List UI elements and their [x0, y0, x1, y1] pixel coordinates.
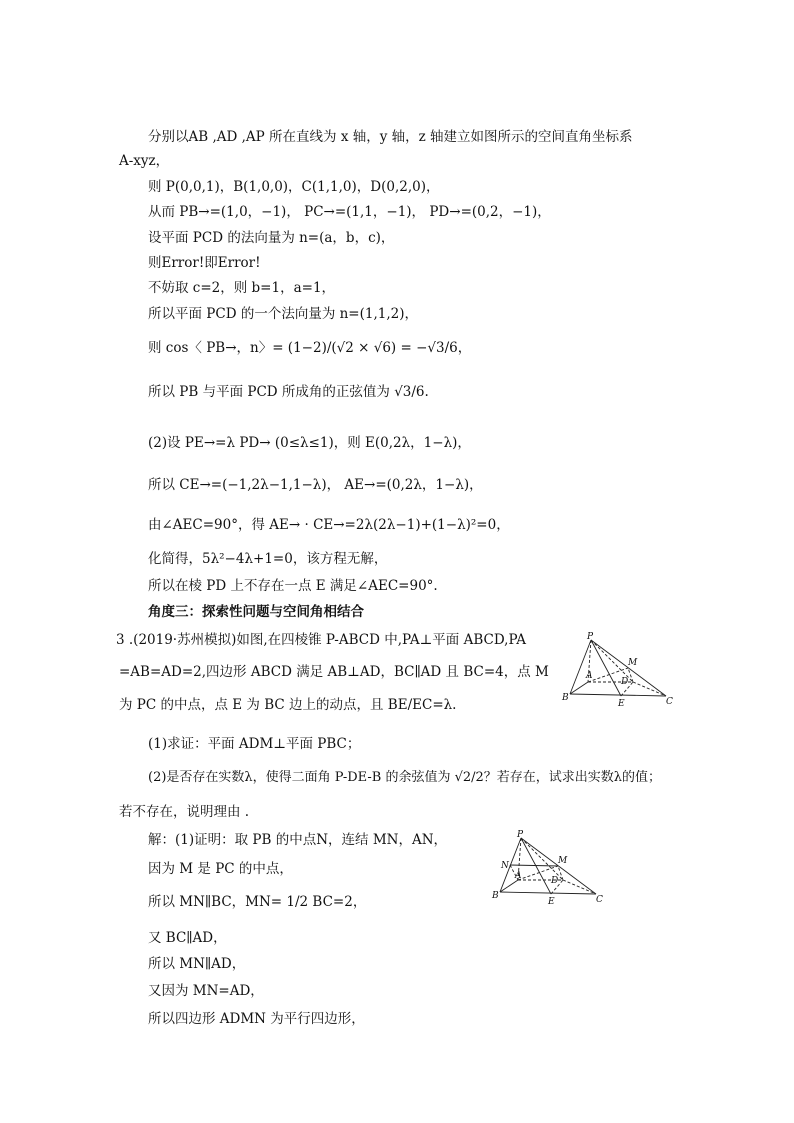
text-line: 分别以AB ,AD ,AP 所在直线为 x 轴，y 轴，z 轴建立如图所示的空间直角坐标系: [148, 129, 633, 145]
text-line: 所以平面 PCD 的一个法向量为 n=(1,1,2)，: [148, 306, 418, 322]
problem-line: =AB=AD=2,四边形 ABCD 满足 AB⊥AD，BC∥AD 且 BC=4，点 M: [119, 664, 549, 680]
solution-line: 所以 MN∥BC，MN= 1/2 BC=2，: [148, 894, 367, 910]
solution-line: 所以 MN∥AD，: [148, 956, 246, 972]
text-line: 从而 PB→=(1,0，−1)， PC→=(1,1，−1)， PD→=(0,2，−1)，: [148, 204, 551, 220]
problem-part: (2)是否存在实数λ，使得二面角 P-DE-B 的余弦值为 √2/2？若存在，试求出实数λ的值；: [148, 770, 662, 785]
label-b: B: [492, 891, 499, 901]
edge-bc: [570, 694, 666, 696]
text-line: 化简得，5λ²−4λ+1=0，该方程无解，: [148, 551, 388, 567]
section-heading: 角度三：探索性问题与空间角相结合: [148, 604, 364, 620]
edge-pb: [570, 640, 591, 694]
problem-part: (1)求证：平面 ADM⊥平面 PBC；: [148, 736, 361, 752]
label-b: B: [562, 693, 569, 703]
pyramid-figure: [558, 630, 678, 710]
solution-line: 所以四边形 ADMN 为平行四边形，: [148, 1011, 365, 1027]
label-m: M: [558, 856, 568, 866]
label-p: P: [587, 632, 594, 642]
problem-line: 为 PC 的中点，点 E 为 BC 边上的动点，且 BE/EC=λ.: [119, 697, 457, 713]
label-d: D: [621, 677, 629, 687]
text-line: 所以 PB 与平面 PCD 所成角的正弦值为 √3/6.: [148, 384, 429, 400]
label-c: C: [596, 895, 603, 905]
label-e: E: [548, 897, 555, 907]
solution-line: 又因为 MN=AD，: [148, 983, 264, 999]
label-d: D: [551, 876, 559, 886]
problem-part: 若不存在，说明理由 .: [119, 804, 250, 820]
label-n: N: [501, 861, 509, 871]
text-line: 所以在棱 PD 上不存在一点 E 满足∠AEC=90°.: [148, 578, 438, 594]
problem-line: 3 .(2019·苏州模拟)如图,在四棱锥 P-ABCD 中,PA⊥平面 ABCD,PA: [116, 632, 527, 648]
text-line: 由∠AEC=90°，得 AE→ · CE→=2λ(2λ−1)+(1−λ)²=0，: [148, 517, 510, 533]
segment-nm: [510, 865, 558, 866]
label-e: E: [618, 699, 625, 709]
edge-pd: [521, 838, 563, 880]
text-line: 则Error!即Error!: [148, 255, 261, 271]
edge-pe: [591, 640, 621, 696]
solution-line: 解：(1)证明：取 PB 的中点N，连结 MN，AN，: [148, 832, 448, 848]
text-line: 设平面 PCD 的法向量为 n=(a，b，c)，: [148, 230, 395, 246]
pyramid-figure-with-n: [488, 828, 608, 908]
edge-pd: [591, 640, 633, 682]
text-line: 则 P(0,0,1)，B(1,0,0)，C(1,1,0)，D(0,2,0)，: [148, 179, 440, 195]
text-line: (2)设 PE→=λ PD→ (0≤λ≤1)，则 E(0,2λ，1−λ)，: [148, 435, 471, 451]
text-line: A-xyz，: [119, 153, 170, 169]
label-a: A: [515, 871, 522, 881]
solution-line: 又 BC∥AD，: [148, 930, 227, 946]
label-a: A: [586, 671, 593, 681]
label-c: C: [666, 697, 673, 707]
text-line: 所以 CE→=(−1,2λ−1,1−λ)， AE→=(0,2λ，1−λ)，: [148, 477, 483, 493]
edge-bc: [500, 892, 596, 894]
solution-line: 因为 M 是 PC 的中点，: [148, 861, 293, 877]
text-line: 不妨取 c=2，则 b=1，a=1，: [148, 280, 336, 296]
label-p: P: [517, 830, 524, 840]
label-m: M: [628, 658, 638, 668]
text-line: 则 cos〈 PB→，n〉= (1−2)/(√2 × √6) = −√3/6，: [148, 340, 472, 356]
